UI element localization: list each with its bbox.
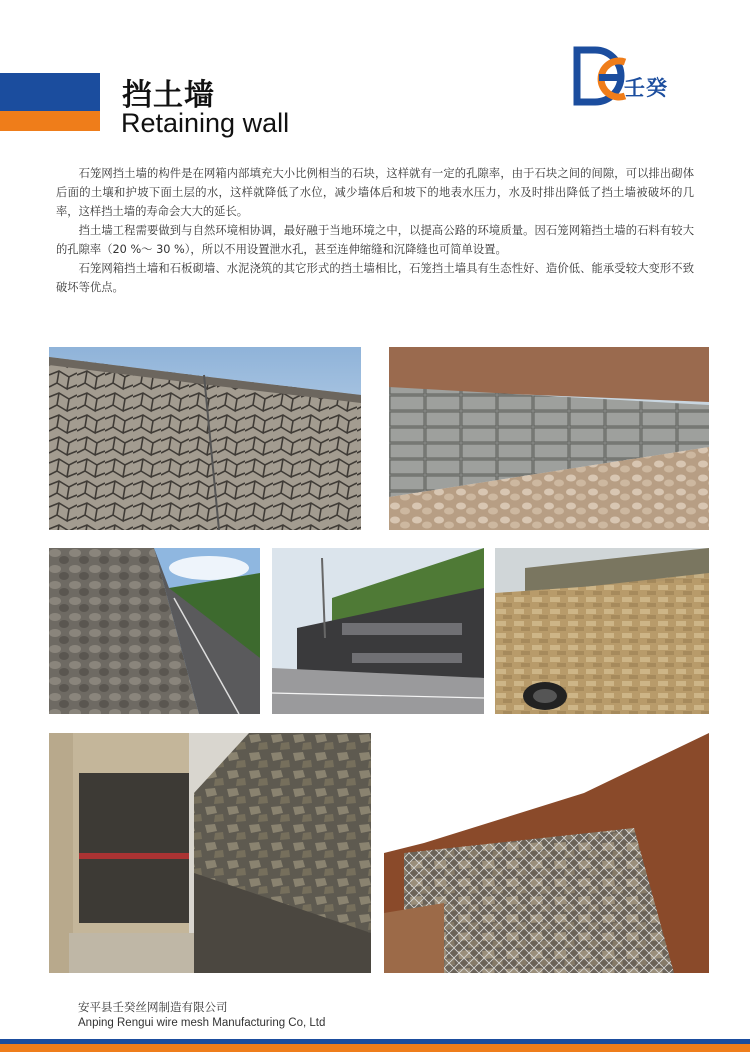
page-title-en: Retaining wall <box>121 108 290 138</box>
logo-text: 壬癸 <box>624 76 668 100</box>
intro-text <box>56 164 694 297</box>
block-wall-with-cobbles-photo <box>389 347 709 530</box>
building-gabion-wall-photo <box>49 733 371 973</box>
paragraph-1: 石笼网挡土墙的构件是在网箱内部填充大小比例相当的石块，这样就有一定的孔隙率，由于石块之间的间隙，可以排出砌体后面的土壤和护坡下面土层的水，这样就降低了水位，减少墙体后和坡下的地表水压力，水及时排出降低了挡土墙被破坏的几率，这样挡土墙的寿命会大大的延长。 <box>56 167 694 218</box>
roadside-gabion-slope-photo <box>49 548 260 714</box>
highway-gabion-wall-photo <box>272 548 484 714</box>
footer-orange-stripe <box>0 1044 750 1052</box>
company-name-cn: 安平县壬癸丝网制造有限公司 <box>78 1000 228 1014</box>
page-title-cn: 挡土墙 <box>122 78 215 113</box>
header-blue-band <box>0 73 100 111</box>
stone-pitched-wall-photo <box>49 347 361 530</box>
company-name-en: Anping Rengui wire mesh Manufacturing Co, Ltd <box>78 1017 326 1029</box>
hillside-gabion-basket-photo <box>384 733 709 973</box>
paragraph-3: 石笼网箱挡土墙和石板砌墙、水泥浇筑的其它形式的挡土墙相比，石笼挡土墙具有生态性好、造价低、能承受较大变形不致破坏等优点。 <box>56 262 694 294</box>
construction-gabion-wall-photo <box>495 548 709 714</box>
header-orange-band <box>0 111 100 131</box>
paragraph-2: 挡土墙工程需要做到与自然环境相协调，最好融于当地环境之中，以提高公路的环境质量。因石笼网箱挡土墙的石料有较大的孔隙率（20 %～ 30 %），所以不用设置泄水孔，甚至连伸缩缝和沉降缝也可简单设置。 <box>56 224 694 256</box>
